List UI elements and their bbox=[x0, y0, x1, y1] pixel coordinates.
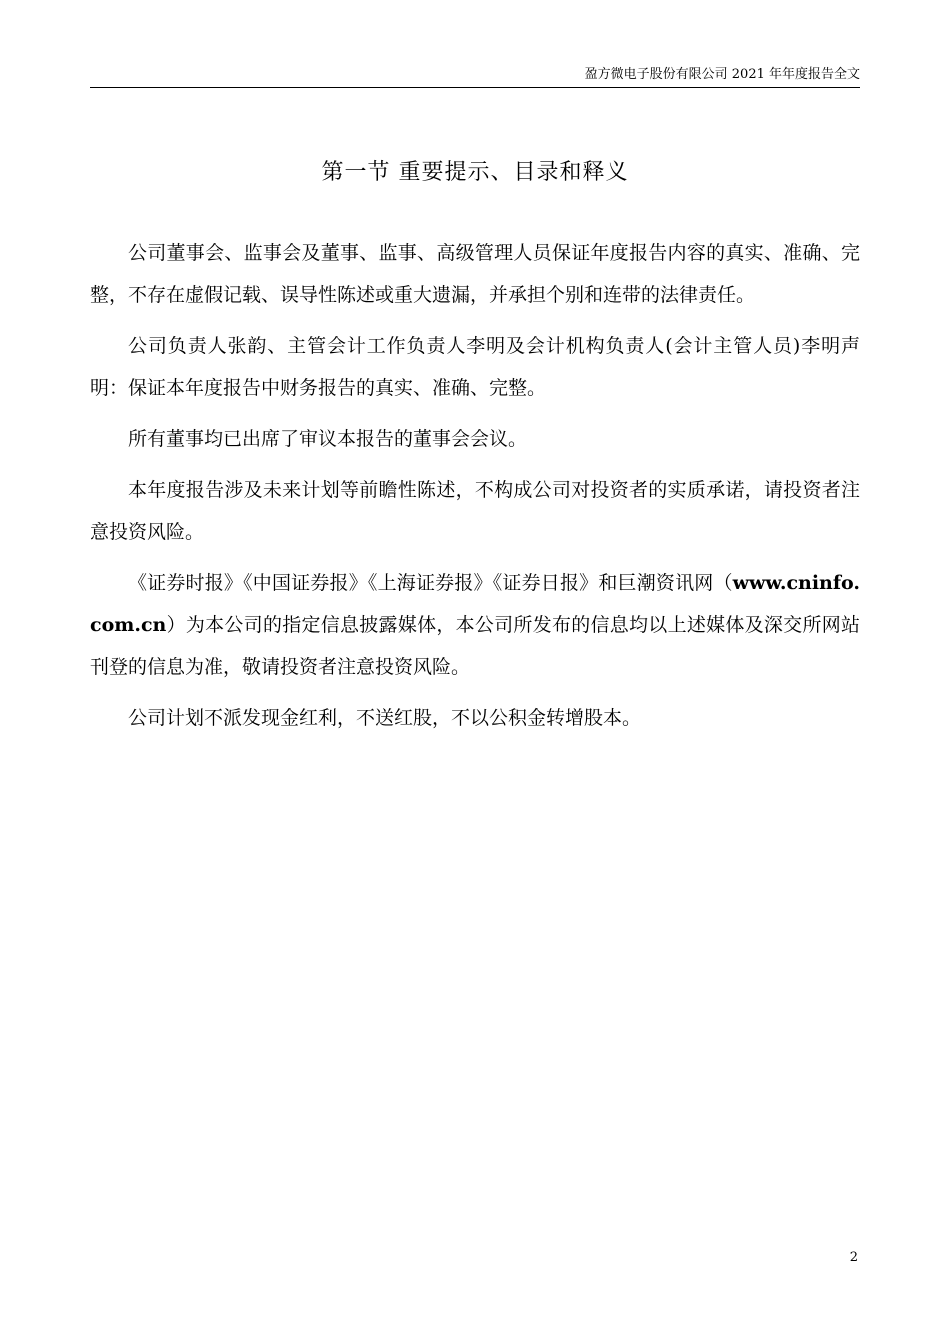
paragraph-responsibility: 公司董事会、监事会及董事、监事、高级管理人员保证年度报告内容的真实、准确、完整，不存在虚假记载、误导性陈述或重大遗漏，并承担个别和连带的法律责任。 bbox=[90, 242, 860, 306]
cninfo-link[interactable]: www.cninfo.com.cn bbox=[90, 572, 860, 636]
document-body bbox=[90, 232, 860, 748]
paragraph-attendance: 所有董事均已出席了审议本报告的董事会会议。 bbox=[128, 428, 528, 450]
paragraph-media bbox=[90, 562, 860, 688]
page-number: 2 bbox=[849, 1250, 858, 1265]
paragraph-dividend: 公司计划不派发现金红利，不送红股，不以公积金转增股本。 bbox=[128, 707, 642, 729]
paragraph-declaration: 公司负责人张韵、主管会计工作负责人李明及会计机构负责人(会计主管人员)李明声明：保证本年度报告中财务报告的真实、准确、完整。 bbox=[90, 335, 860, 399]
page-header bbox=[90, 60, 860, 88]
media-text-after: ）为本公司的指定信息披露媒体，本公司所发布的信息均以上述媒体及深交所网站刊登的信息为准，敬请投资者注意投资风险。 bbox=[90, 614, 860, 678]
media-text-before: 《证券时报》《中国证券报》《上海证券报》《证券日报》和巨潮资讯网（ bbox=[128, 572, 733, 594]
paragraph-forward-looking: 本年度报告涉及未来计划等前瞻性陈述，不构成公司对投资者的实质承诺，请投资者注意投资风险。 bbox=[90, 479, 860, 543]
section-title: 第一节 重要提示、目录和释义 bbox=[321, 160, 629, 185]
header-text: 盈方微电子股份有限公司 2021 年年度报告全文 bbox=[584, 67, 860, 82]
